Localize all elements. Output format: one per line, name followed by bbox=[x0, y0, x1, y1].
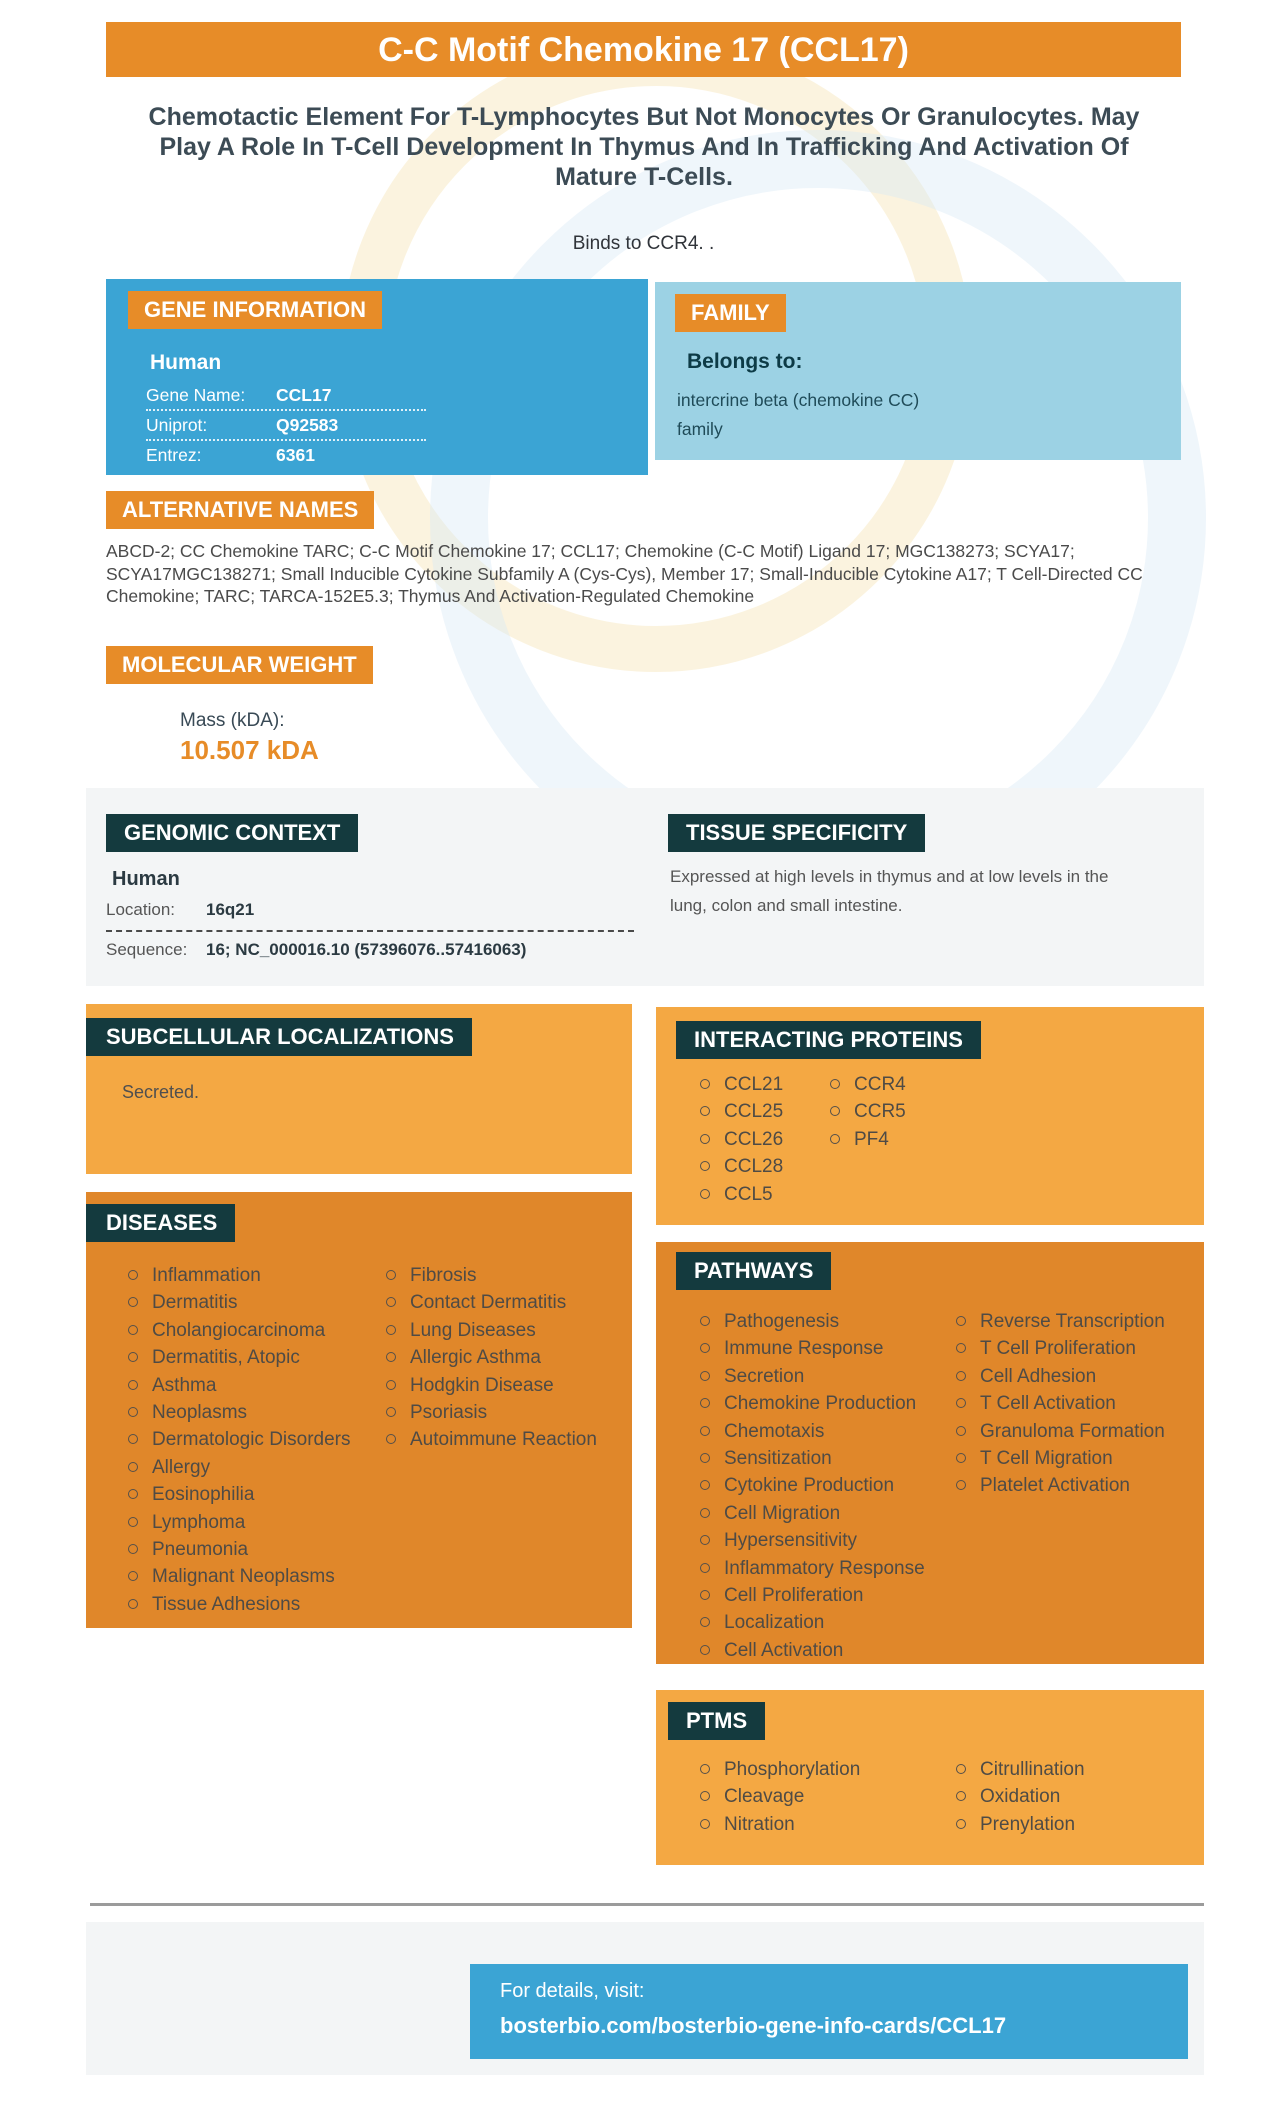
bullet-icon bbox=[700, 1480, 710, 1490]
gene-summary: Chemotactic Element For T-Lymphocytes But Not Monocytes Or Granulocytes. May Play A Role In T-Cell Development In Thymus And In Trafficking And Activation Of Mature T-Cells. bbox=[148, 103, 1140, 191]
list-item bbox=[128, 1399, 351, 1426]
mass-label: Mass (kDA): bbox=[180, 710, 285, 731]
list-item-label: Cell Proliferation bbox=[724, 1585, 864, 1607]
list-item bbox=[700, 1472, 925, 1499]
list-item-label: Malignant Neoplasms bbox=[152, 1566, 335, 1588]
list-item-label: Asthma bbox=[152, 1374, 217, 1396]
section-heading-pathways: PATHWAYS bbox=[676, 1252, 831, 1290]
tissue-specificity-text: Expressed at high levels in thymus and at low levels in the lung, colon and small intestine. bbox=[670, 867, 1109, 915]
list-item bbox=[956, 1363, 1165, 1390]
entrez-row bbox=[146, 441, 426, 469]
list-item-label: Oxidation bbox=[980, 1786, 1061, 1808]
bullet-icon bbox=[700, 1398, 710, 1408]
list-item bbox=[128, 1563, 351, 1590]
diseases-box bbox=[86, 1192, 632, 1628]
list-item bbox=[700, 1445, 925, 1472]
list-item bbox=[830, 1071, 906, 1098]
bullet-icon bbox=[386, 1434, 396, 1444]
list-item bbox=[956, 1308, 1165, 1335]
bullet-icon bbox=[700, 1079, 710, 1089]
list-item-label: Hodgkin Disease bbox=[410, 1374, 554, 1396]
footer-divider bbox=[90, 1903, 1204, 1906]
list-item bbox=[128, 1317, 351, 1344]
list-item bbox=[128, 1454, 351, 1481]
list-item-label: Cell Adhesion bbox=[980, 1365, 1097, 1387]
bullet-icon bbox=[128, 1297, 138, 1307]
page-title: C-C Motif Chemokine 17 (CCL17) bbox=[106, 22, 1181, 77]
ptms-list-col2 bbox=[956, 1756, 1085, 1838]
section-heading-subcellular-localizations: SUBCELLULAR LOCALIZATIONS bbox=[86, 1018, 472, 1056]
list-item-label: PF4 bbox=[854, 1128, 889, 1150]
bullet-icon bbox=[128, 1599, 138, 1609]
list-item-label: Psoriasis bbox=[410, 1402, 488, 1424]
location-row bbox=[106, 900, 254, 920]
uniprot-row bbox=[146, 411, 426, 441]
list-item bbox=[386, 1372, 597, 1399]
bullet-icon bbox=[956, 1316, 966, 1326]
bullet-icon bbox=[128, 1571, 138, 1581]
dashed-divider bbox=[106, 930, 634, 932]
list-item-label: Eosinophilia bbox=[152, 1484, 255, 1506]
bullet-icon bbox=[700, 1791, 710, 1801]
bullet-icon bbox=[956, 1791, 966, 1801]
list-item-label: Cytokine Production bbox=[724, 1475, 895, 1497]
bullet-icon bbox=[386, 1325, 396, 1335]
list-item bbox=[700, 1390, 925, 1417]
list-item-label: Pneumonia bbox=[152, 1539, 249, 1561]
bullet-icon bbox=[700, 1590, 710, 1600]
footer-url-link[interactable]: bosterbio.com/bosterbio-gene-info-cards/CCL17 bbox=[500, 2013, 1007, 2038]
bullet-icon bbox=[700, 1563, 710, 1573]
list-item-label: Phosphorylation bbox=[724, 1759, 861, 1780]
list-item bbox=[956, 1472, 1165, 1499]
bullet-icon bbox=[128, 1352, 138, 1362]
list-item bbox=[956, 1390, 1165, 1417]
species-label: Human bbox=[112, 868, 180, 890]
section-heading-genomic-context: GENOMIC CONTEXT bbox=[106, 814, 358, 852]
ptms-list-col1 bbox=[700, 1756, 860, 1838]
list-item-label: Hypersensitivity bbox=[724, 1530, 858, 1552]
gene-name-value: CCL17 bbox=[276, 385, 332, 405]
list-item bbox=[386, 1426, 597, 1453]
list-item bbox=[700, 1582, 925, 1609]
list-item-label: Fibrosis bbox=[410, 1265, 477, 1286]
section-heading-gene-information: GENE INFORMATION bbox=[128, 291, 382, 329]
section-heading-alternative-names: ALTERNATIVE NAMES bbox=[106, 491, 374, 529]
list-item bbox=[700, 1811, 860, 1838]
list-item-label: Granuloma Formation bbox=[980, 1420, 1165, 1442]
bullet-icon bbox=[386, 1297, 396, 1307]
pathways-list-col2 bbox=[956, 1308, 1165, 1500]
bullet-icon bbox=[700, 1453, 710, 1463]
list-item-label: CCL5 bbox=[724, 1183, 773, 1205]
bullet-icon bbox=[700, 1645, 710, 1655]
bullet-icon bbox=[956, 1453, 966, 1463]
list-item-label: CCL26 bbox=[724, 1128, 784, 1150]
bullet-icon bbox=[956, 1426, 966, 1436]
diseases-list-col2 bbox=[386, 1262, 597, 1454]
gene-name-row bbox=[146, 381, 426, 411]
bullet-icon bbox=[700, 1316, 710, 1326]
entrez-label: Entrez: bbox=[146, 445, 202, 465]
list-item-label: T Cell Migration bbox=[980, 1448, 1113, 1470]
bullet-icon bbox=[700, 1819, 710, 1829]
list-item bbox=[700, 1126, 783, 1153]
list-item bbox=[128, 1372, 351, 1399]
list-item-label: Tissue Adhesions bbox=[152, 1593, 301, 1615]
list-item bbox=[386, 1344, 597, 1371]
list-item-label: Dermatitis bbox=[152, 1292, 238, 1314]
pathways-list-col1 bbox=[700, 1308, 925, 1664]
pathways-box bbox=[656, 1242, 1204, 1664]
list-item-label: Autoimmune Reaction bbox=[410, 1429, 597, 1451]
list-item bbox=[700, 1609, 925, 1636]
alternative-names-text: ABCD-2; CC Chemokine TARC; C-C Motif Chemokine 17; CCL17; Chemokine (C-C Motif) Ligand 17; MGC138273; SCYA17; SCYA17MGC138271; Small Inducible Cytokine Subfamily A (Cys-Cys), Member 17; Small-Inducible Cytokine A17; T Cell-Directed CC Chemokine; TARC; TARCA-152E5.3; Thymus And Activation-Regulated Chemokine bbox=[106, 541, 1143, 606]
list-item bbox=[128, 1426, 351, 1453]
list-item-label: Nitration bbox=[724, 1813, 795, 1835]
list-item bbox=[128, 1509, 351, 1536]
bullet-icon bbox=[700, 1764, 710, 1774]
section-heading-tissue-specificity: TISSUE SPECIFICITY bbox=[668, 814, 925, 852]
bullet-icon bbox=[700, 1106, 710, 1116]
bullet-icon bbox=[386, 1270, 396, 1280]
entrez-value: 6361 bbox=[276, 445, 315, 465]
bullet-icon bbox=[956, 1343, 966, 1353]
bullet-icon bbox=[700, 1508, 710, 1518]
sequence-label: Sequence: bbox=[106, 940, 188, 959]
list-item bbox=[128, 1591, 351, 1618]
section-heading-ptms: PTMS bbox=[668, 1702, 765, 1740]
bullet-icon bbox=[386, 1407, 396, 1417]
list-item-label: Localization bbox=[724, 1612, 825, 1634]
list-item bbox=[956, 1445, 1165, 1472]
list-item bbox=[830, 1098, 906, 1125]
bullet-icon bbox=[128, 1517, 138, 1527]
list-item bbox=[128, 1344, 351, 1371]
bullet-icon bbox=[128, 1270, 138, 1280]
list-item-label: Cell Migration bbox=[724, 1502, 841, 1524]
list-item bbox=[700, 1308, 925, 1335]
uniprot-label: Uniprot: bbox=[146, 415, 208, 435]
section-heading-diseases: DISEASES bbox=[86, 1204, 235, 1242]
ptms-box bbox=[656, 1690, 1204, 1865]
bullet-icon bbox=[128, 1434, 138, 1444]
section-heading-molecular-weight: MOLECULAR WEIGHT bbox=[106, 646, 373, 684]
section-heading-interacting-proteins: INTERACTING PROTEINS bbox=[676, 1021, 981, 1059]
family-value: intercrine beta (chemokine CC) family bbox=[677, 390, 920, 439]
list-item bbox=[700, 1418, 925, 1445]
list-item-label: CCL21 bbox=[724, 1074, 784, 1095]
list-item-label: Prenylation bbox=[980, 1813, 1076, 1835]
bullet-icon bbox=[700, 1134, 710, 1144]
list-item-label: Inflammation bbox=[152, 1265, 261, 1286]
list-item-label: Citrullination bbox=[980, 1759, 1085, 1780]
bullet-icon bbox=[956, 1480, 966, 1490]
bullet-icon bbox=[700, 1535, 710, 1545]
list-item-label: Sensitization bbox=[724, 1448, 832, 1470]
bullet-icon bbox=[830, 1134, 840, 1144]
bullet-icon bbox=[956, 1398, 966, 1408]
gene-name-label: Gene Name: bbox=[146, 385, 246, 405]
section-heading-family: FAMILY bbox=[675, 294, 786, 332]
list-item bbox=[700, 1500, 925, 1527]
bullet-icon bbox=[128, 1462, 138, 1472]
list-item-label: Cholangiocarcinoma bbox=[152, 1319, 326, 1341]
bullet-icon bbox=[128, 1407, 138, 1417]
list-item-label: Lymphoma bbox=[152, 1511, 246, 1533]
list-item bbox=[956, 1756, 1085, 1783]
location-value: 16q21 bbox=[206, 900, 255, 919]
belongs-to-label: Belongs to: bbox=[687, 350, 803, 373]
list-item bbox=[956, 1418, 1165, 1445]
list-item-label: T Cell Activation bbox=[980, 1393, 1116, 1415]
list-item bbox=[956, 1811, 1085, 1838]
list-item-label: Chemotaxis bbox=[724, 1420, 825, 1442]
bullet-icon bbox=[830, 1079, 840, 1089]
list-item bbox=[830, 1126, 906, 1153]
list-item-label: Neoplasms bbox=[152, 1402, 248, 1424]
list-item-label: T Cell Proliferation bbox=[980, 1338, 1136, 1360]
list-item-label: Contact Dermatitis bbox=[410, 1292, 567, 1314]
bullet-icon bbox=[386, 1352, 396, 1362]
interacting-proteins-list-col2 bbox=[830, 1071, 906, 1153]
subcellular-localizations-box bbox=[86, 1004, 632, 1174]
interacting-proteins-list-col1 bbox=[700, 1071, 783, 1208]
list-item-label: Lung Diseases bbox=[410, 1319, 536, 1341]
list-item bbox=[956, 1335, 1165, 1362]
uniprot-value: Q92583 bbox=[276, 415, 339, 435]
genomic-tissue-panel bbox=[86, 788, 1204, 986]
list-item bbox=[700, 1363, 925, 1390]
list-item bbox=[386, 1317, 597, 1344]
list-item bbox=[128, 1262, 351, 1289]
subcellular-localizations-text: Secreted. bbox=[122, 1082, 200, 1102]
bullet-icon bbox=[128, 1380, 138, 1390]
list-item bbox=[700, 1335, 925, 1362]
list-item-label: Dermatitis, Atopic bbox=[152, 1347, 300, 1369]
list-item-label: CCL28 bbox=[724, 1156, 784, 1178]
footer-panel bbox=[86, 1922, 1204, 2075]
list-item-label: Chemokine Production bbox=[724, 1393, 917, 1415]
bullet-icon bbox=[956, 1371, 966, 1381]
list-item-label: CCR4 bbox=[854, 1074, 906, 1095]
list-item bbox=[700, 1527, 925, 1554]
list-item-label: Reverse Transcription bbox=[980, 1311, 1165, 1332]
gene-information-box bbox=[106, 279, 648, 475]
species-label: Human bbox=[150, 351, 222, 374]
list-item-label: Platelet Activation bbox=[980, 1475, 1130, 1497]
location-label: Location: bbox=[106, 900, 175, 919]
list-item bbox=[386, 1399, 597, 1426]
bullet-icon bbox=[700, 1343, 710, 1353]
footer-callout bbox=[470, 1964, 1188, 2059]
binds-note: Binds to CCR4. . bbox=[572, 233, 715, 254]
bullet-icon bbox=[700, 1371, 710, 1381]
list-item-label: Pathogenesis bbox=[724, 1311, 840, 1332]
list-item-label: Inflammatory Response bbox=[724, 1557, 925, 1579]
list-item-label: Cleavage bbox=[724, 1786, 805, 1808]
list-item-label: Cell Activation bbox=[724, 1639, 844, 1661]
list-item-label: Allergic Asthma bbox=[410, 1347, 541, 1369]
list-item bbox=[700, 1098, 783, 1125]
bullet-icon bbox=[700, 1189, 710, 1199]
diseases-list-col1 bbox=[128, 1262, 351, 1618]
list-item-label: Immune Response bbox=[724, 1338, 884, 1360]
list-item bbox=[128, 1536, 351, 1563]
list-item bbox=[700, 1555, 925, 1582]
list-item-label: Allergy bbox=[152, 1456, 211, 1478]
list-item-label: CCL25 bbox=[724, 1101, 784, 1123]
sequence-row bbox=[106, 940, 526, 960]
bullet-icon bbox=[830, 1106, 840, 1116]
list-item bbox=[700, 1756, 860, 1783]
gene-info-rows bbox=[146, 381, 426, 469]
bullet-icon bbox=[128, 1544, 138, 1554]
list-item bbox=[700, 1637, 925, 1664]
list-item bbox=[700, 1153, 783, 1180]
list-item bbox=[386, 1289, 597, 1316]
list-item bbox=[386, 1262, 597, 1289]
bullet-icon bbox=[700, 1617, 710, 1627]
bullet-icon bbox=[956, 1819, 966, 1829]
interacting-proteins-box bbox=[656, 1007, 1204, 1225]
footer-visit-label: For details, visit: bbox=[500, 1980, 645, 2002]
bullet-icon bbox=[700, 1161, 710, 1171]
list-item bbox=[128, 1481, 351, 1508]
bullet-icon bbox=[700, 1426, 710, 1436]
bullet-icon bbox=[128, 1325, 138, 1335]
bullet-icon bbox=[128, 1489, 138, 1499]
list-item bbox=[956, 1783, 1085, 1810]
family-box bbox=[655, 282, 1181, 460]
list-item-label: Secretion bbox=[724, 1365, 805, 1387]
list-item bbox=[128, 1289, 351, 1316]
sequence-value: 16; NC_000016.10 (57396076..57416063) bbox=[206, 940, 527, 959]
bullet-icon bbox=[956, 1764, 966, 1774]
mass-value: 10.507 kDA bbox=[180, 735, 319, 765]
list-item bbox=[700, 1181, 783, 1208]
list-item bbox=[700, 1071, 783, 1098]
bullet-icon bbox=[386, 1380, 396, 1390]
list-item-label: Dermatologic Disorders bbox=[152, 1429, 351, 1451]
list-item-label: CCR5 bbox=[854, 1101, 906, 1123]
list-item bbox=[700, 1783, 860, 1810]
